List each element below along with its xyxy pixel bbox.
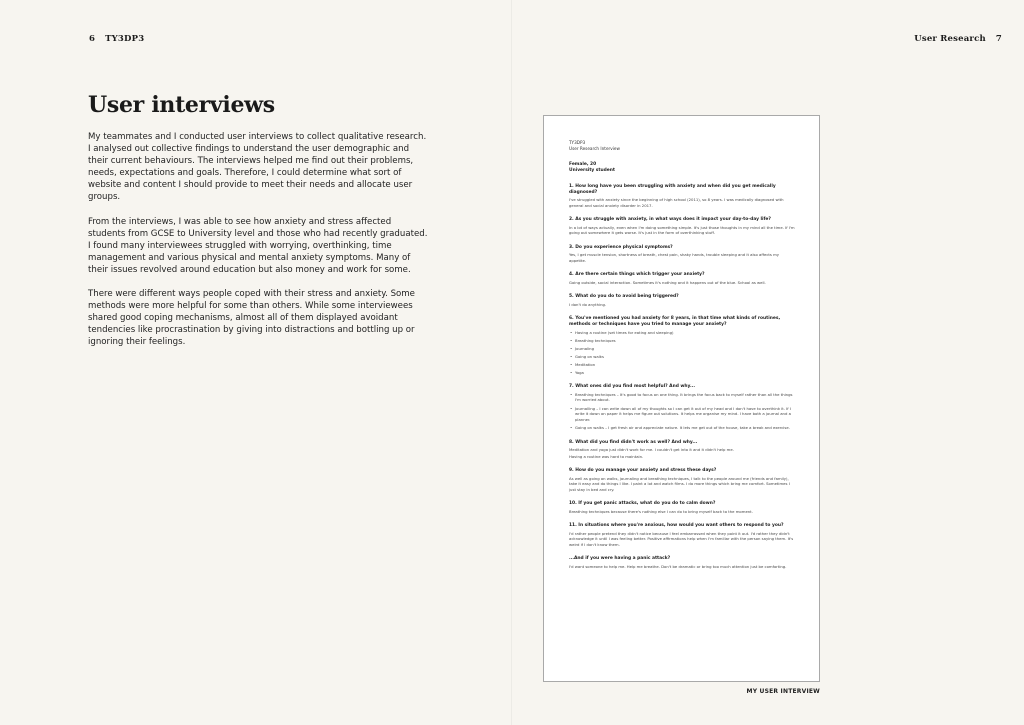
question-11: 11. In situations where you're anxious, how would you want others to respond to you? (569, 523, 784, 529)
list-item: • Going on walks – I get fresh air and appreciate nature. It lets me get out of the house, take a break and exercise. (575, 425, 795, 430)
list-item: • Meditation (575, 362, 795, 367)
list-item: • Journalling – I can write down all of my thoughts so I can get it out of my head and I don't have to overthink it. If I write it down on paper it helps me figure out solutions. It helps me organise my mind. I have both a journal and a planner. (575, 406, 795, 422)
list-item: • Journaling (575, 346, 795, 351)
question-block-5 (569, 294, 795, 307)
answer-11: I'd rather people pretend they didn't notice because I feel embarrassed when they point it out. I'd rather they didn't acknowledge it until I was feeling better. Positive affirmations help when I'm familiar with the person saying them. It's weird if I don't know them. (569, 530, 794, 547)
participant-role: University student (569, 168, 615, 174)
list-item: • Going on walks (575, 354, 795, 359)
paragraph-2: From the interviews, I was able to see how anxiety and stress affected students from GCSE to University level and those who had recently graduated. I found many interviewees struggled with worrying, overthinking, time management and various physical and mental anxiety symptoms. Many of their issues revolved around education but also money and work for some. (88, 216, 428, 275)
question-block-1 (569, 184, 795, 209)
question-3: 3. Do you experience physical symptoms? (569, 244, 673, 250)
question-block-3 (569, 245, 795, 263)
left-page-header (89, 34, 144, 44)
right-page-header (914, 34, 1002, 44)
answer-2: In a lot of ways actually, even when I'm doing something simple. It's just those thoughts in my mind all the time. If I'm going out somewhere it gets worse. It's just in the form of overthinking stuff. (569, 224, 795, 236)
participant-age: Female, 20 (569, 162, 597, 167)
spread-divider (511, 0, 512, 725)
question-2: 2. As you struggle with anxiety, in what ways does it impact your day-to-day life? (569, 217, 771, 223)
list-item: • Breathing techniques (575, 338, 795, 343)
answer-5: I don't do anything. (569, 301, 607, 307)
question-block-11 (569, 523, 795, 547)
right-page-number: 7 (995, 34, 1002, 44)
list-item: • Breathing techniques – It's good to focus on one thing. It brings the focus back to myself rather than all the things I'm worried about. (575, 392, 795, 403)
answer-6-list (569, 330, 795, 376)
doc-meta-title: User Research Interview (569, 146, 620, 151)
question-block-4 (569, 272, 795, 285)
question-block-8 (569, 440, 795, 460)
participant-info (569, 162, 795, 175)
question-block-7 (569, 384, 795, 430)
question-block-2 (569, 217, 795, 235)
question-7: 7. What ones did you find most helpful? And why... (569, 384, 696, 390)
question-1: 1. How long have you been struggling with anxiety and when did you get medically diagnosed? (569, 183, 776, 195)
question-block-6 (569, 316, 795, 376)
question-block-9 (569, 468, 795, 492)
left-page-number: 6 (89, 34, 96, 44)
question-10: 10. If you get panic attacks, what do you do to calm down? (569, 501, 716, 507)
answer-1: I've struggled with anxiety since the beginning of high school (2011), so 8 years. I was medically diagnosed with general and social anxiety disorder in 2017. (569, 197, 784, 208)
question-9: 9. How do you manage your anxiety and stress these days? (569, 468, 717, 474)
answer-8-line-2: Having a routine was hard to maintain. (569, 454, 644, 459)
answer-7-list (569, 392, 795, 430)
paragraph-1: My teammates and I conducted user interviews to collect qualitative research. I analysed out collective findings to understand the user demographic and their current behaviours. The interviews helped me find out their problems, needs, expectations and goals. Therefore, I could determine what sort of website and content I should provide to meet their needs and allocate user groups. (88, 132, 427, 203)
question-block-12 (569, 556, 795, 569)
question-8: 8. What did you find didn't work as well? And why... (569, 439, 698, 445)
page-title: User interviews (88, 92, 275, 118)
answer-9: As well as going on walks, journaling and breathing techniques, I talk to the people around me (friends and family), take it easy and do things I like. I paint a lot and watch films. I do more things which bring me comfort. Sometimes I just stay in bed and cry. (569, 476, 790, 492)
body-text (88, 131, 428, 361)
left-header-label: TY3DP3 (105, 34, 145, 44)
question-block-10 (569, 501, 795, 514)
question-5: 5. What do you do to avoid being triggered? (569, 293, 679, 299)
paragraph-3: There were different ways people coped with their stress and anxiety. Some methods were more helpful for some than others. While some interviewees shared good coping mechanisms, almost all of them displayed avoidant tendencies like procrastination by giving into distractions and bottling up or ignoring their feelings. (88, 289, 415, 348)
question-12: ...And if you were having a panic attack? (569, 556, 671, 562)
list-item: • Yoga (575, 370, 795, 375)
answer-10: Breathing techniques because there's nothing else I can do to bring myself back to the moment. (569, 508, 753, 514)
doc-meta-code: TY3DP3 (569, 140, 586, 145)
interview-document (543, 115, 820, 682)
answer-12: I'd want someone to help me. Help me breathe. Don't be dramatic or bring too much attention just be comforting. (569, 563, 787, 569)
question-6: 6. You've mentioned you had anxiety for 8 years, in that time what kinds of routines, methods or techniques have you tried to manage your anxiety? (569, 315, 781, 327)
question-4: 4. Are there certain things which trigger your anxiety? (569, 271, 705, 277)
right-header-label: User Research (914, 34, 986, 44)
answer-4: Going outside, social interaction. Sometimes it's nothing and it happens out of the blue. School as well. (569, 279, 766, 285)
answer-8-line-1: Meditation and yoga just didn't work for me. I couldn't get into it and it didn't help me. (569, 447, 734, 453)
list-item: • Having a routine (set times for eating and sleeping) (575, 330, 795, 335)
answer-3: Yes, I get muscle tension, shortness of breath, chest pain, shaky hands, trouble sleeping and it also affects my appetite. (569, 252, 780, 263)
figure-caption: MY USER INTERVIEW (746, 688, 820, 695)
